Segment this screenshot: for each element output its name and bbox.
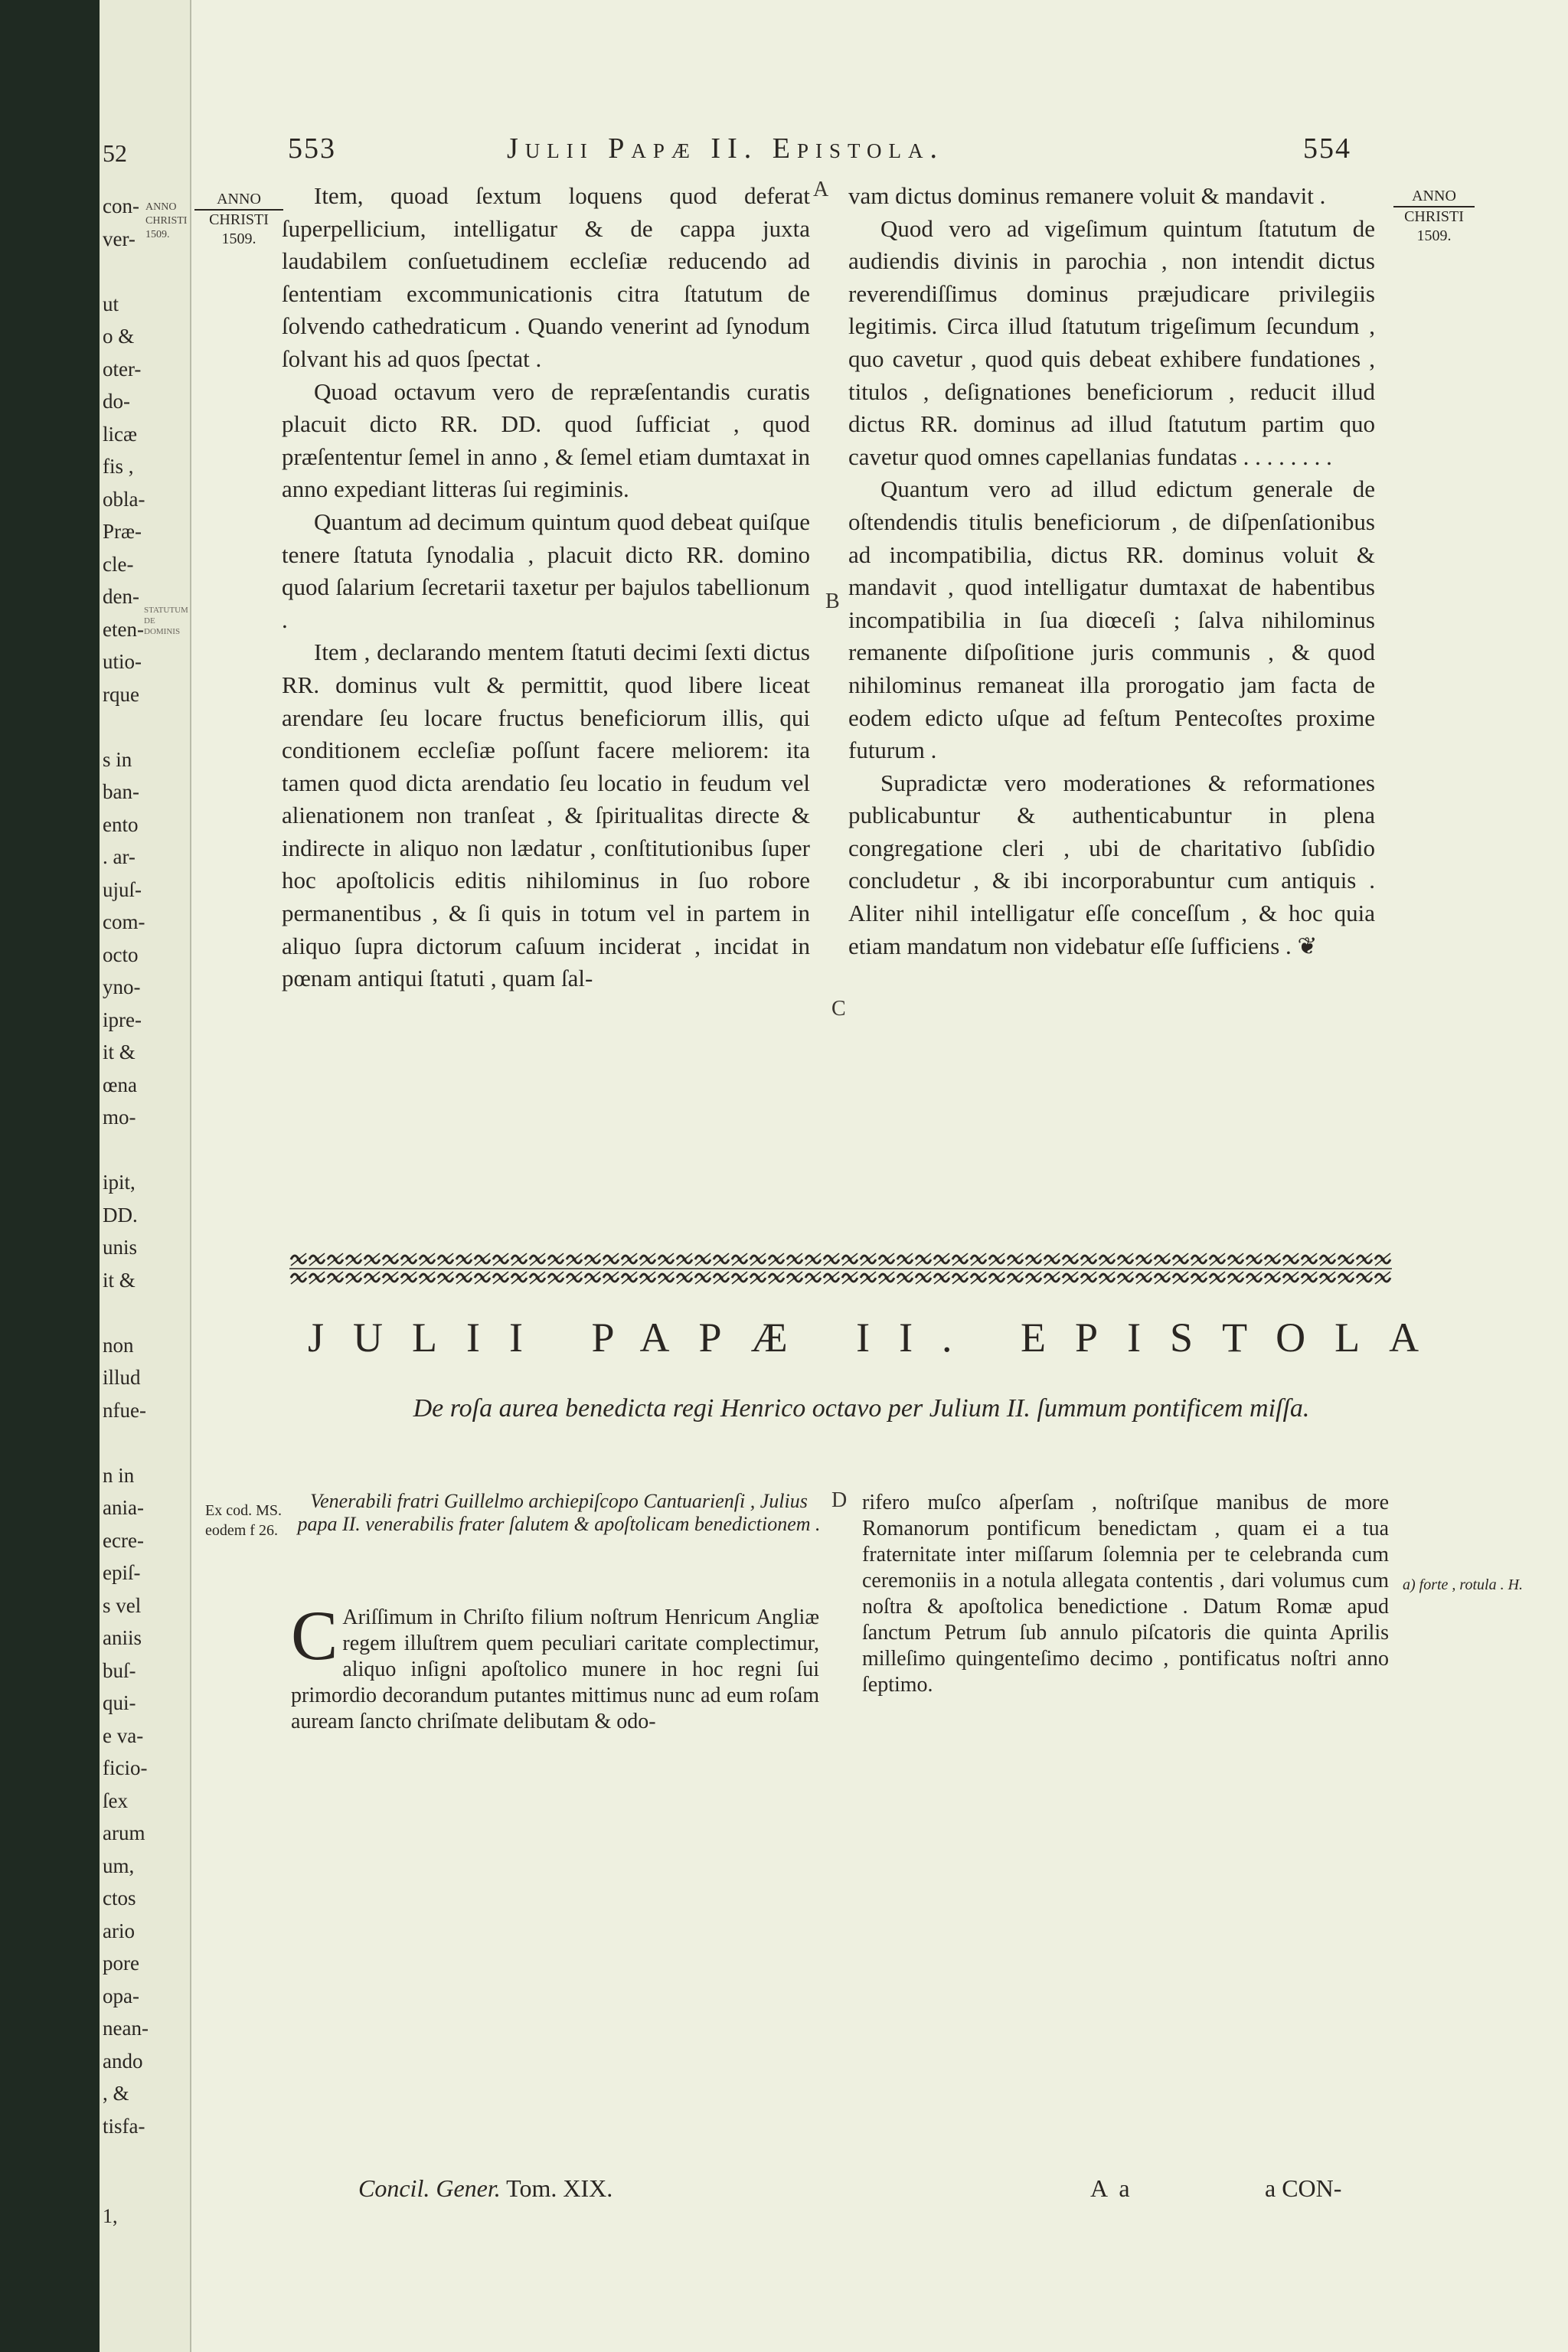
facing-page-line: ujuſ- [103,877,142,901]
facing-page-number: 52 [103,139,127,167]
facing-page-line [103,710,149,743]
letter-column-left [291,1596,819,1735]
marginal-footnote: a) forte , rotula . H. [1403,1576,1524,1593]
facing-page-line: um, [103,1854,135,1877]
facing-page-line: octo [103,942,139,966]
paragraph: Quod vero ad vigeſimum quintum ſtatutum de audiendis divinis in parochia , non intendit dictus reverendiſſimus dominus præjudicare privilegiis legitimis. Circa illud ſtatutum trigeſimum ſecundum , quo cavetur , quod quis debeat exhibere fundationes , titulos , deſignationes beneficiorum , reducit illud dictus RR. dominus ad illud ſtatutum partim quo cavetur quod omnes capellanias fundatas . . . . . . . . [848,214,1375,470]
facing-page-line [103,1426,149,1459]
facing-page-line [103,1296,149,1329]
facing-page-line: cle- [103,552,134,576]
running-title: Julii Papæ II. Epistola. [507,132,944,165]
facing-page-line: yno- [103,975,141,998]
facing-page-line: tisfa- [103,2114,145,2138]
facing-page-line: unis [103,1236,138,1259]
paragraph: vam dictus dominus remanere voluit & mandavit . [848,182,1326,209]
facing-page-line: illud [103,1366,141,1389]
margin-letter-d: D [831,1488,848,1512]
facing-page-line: epiſ- [103,1561,141,1584]
footer-series [358,2174,612,2203]
letter-column-right [862,1490,1389,1698]
facing-page-line: non [103,1333,134,1357]
facing-page-line [103,255,149,288]
facing-page-line: s vel [103,1593,142,1617]
source-note-line: eodem f 26. [205,1522,278,1539]
facing-page-line: ania- [103,1496,144,1519]
signature-mark: A a [1090,2174,1133,2202]
page-number-left: 553 [288,132,336,165]
source-note [205,1501,282,1540]
facing-page-bottom-fragment: 1, [103,2205,118,2227]
facing-page-line: oter- [103,357,142,381]
ornamental-band [289,1250,1392,1287]
facing-page-line: . ar- [103,845,136,868]
anno-label: ANNO [194,190,283,211]
facing-page-lines [103,190,149,2142]
facing-page-line: it & [103,1040,136,1063]
facing-page-line: den- [103,585,139,608]
facing-page-line: n in [103,1463,135,1487]
drop-cap: C [291,1596,338,1674]
facing-page-line: com- [103,910,145,933]
paragraph: Quantum ad decimum quintum quod debeat quiſque tenere ſtatuta ſynodalia , placuit dicto RR. domino quod ſalarium ſecretarii taxetur per bajulos tabellionum . [282,508,810,633]
facing-page-line: œna [103,1073,137,1096]
facing-page-line: it & [103,1268,136,1292]
facing-page-line: , & [103,2082,129,2105]
facing-page-line: ipre- [103,1008,142,1031]
christi-label: CHRISTI [209,211,269,228]
facing-page-line: obla- [103,487,145,511]
facing-page-line: nean- [103,2017,149,2040]
text-column-left [282,180,810,995]
anno-christi-right [1393,187,1475,246]
facing-page-line: ipit, [103,1171,136,1194]
facing-page-line: ut [103,292,119,315]
facing-page-line [103,1134,149,1167]
facing-page-line: e va- [103,1723,144,1747]
facing-page-line: rque [103,682,139,706]
facing-page-anno: ANNO CHRISTI 1509. [145,201,188,240]
facing-page-line: ban- [103,780,139,803]
facing-page-line: fis , [103,455,134,478]
facing-page-sliver [100,0,191,2352]
facing-page-line: ario [103,1919,135,1942]
facing-page-line: utio- [103,650,142,673]
anno-christi-left [194,190,283,249]
facing-page-line: o & [103,325,135,348]
facing-page-line: ando [103,2049,143,2073]
facing-page-line: nfue- [103,1398,146,1422]
footer-series-title: Concil. Gener. [358,2174,501,2202]
margin-letter-b: B [825,590,840,613]
letter-subtitle: De roſa aurea benedicta regi Henrico octavo per Julium II. ſummum pontificem miſſa. [413,1394,1310,1423]
paragraph: Quoad octavum vero de repræſentandis curatis placuit dicto RR. DD. quod ſufficiat , quod præſententur ſemel in anno , & ſemel etiam dumtaxat in anno expediant litteras ſui regiminis. [282,377,810,503]
facing-page-line: buſ- [103,1658,136,1682]
facing-page-line: pore [103,1952,139,1975]
facing-page-line: licæ [103,422,137,446]
facing-page-line: s in [103,747,132,771]
facing-page-line: arum [103,1821,145,1844]
facing-page-line: eten- [103,617,144,641]
facing-page-line: ficio- [103,1756,148,1779]
facing-page-line: ctos [103,1886,136,1909]
book-page [100,0,1568,2352]
margin-letter-c: C [831,997,846,1021]
paragraph: Item , declarando mentem ſtatuti decimi ſexti dictus RR. dominus vult & permittit, quod libere liceat arendare ſeu locare fructus beneficiorum illis, qui conditionem eccleſiæ poſſunt facere meliorem: ita tamen quod dicta arendatio ſeu locatio in feudum vel alienationem non tranſeat , & ſpiritualitas directe & indirecte in aliquo non lædatur , conſtitutionibus ſuper hoc apoſtolicis editis nihilominus in ſuo robore permanentibus , & ſi quis in totum vel in partem in aliquo ſupra dictorum caſuum inciderat , incidat in pœnam antiqui ſtatuti , quam ſal- [282,639,810,992]
anno-label: ANNO [1393,187,1475,207]
source-note-line: Ex cod. MS. [205,1502,282,1519]
text-column-right [848,180,1375,962]
year-label: 1509. [221,230,256,247]
letter-body-text: Ariſſimum in Chriſto filium noſtrum Henricum Angliæ regem illuſtrem quem peculiari caritate complectimur, aliquo inſigni apoſtolico munere in hoc regni ſui primordio decorandum putantes mittimus nunc ad eum roſam auream ſancto chriſmate delibutam & odo- [291,1606,819,1733]
christi-label: CHRISTI [1404,208,1464,225]
facing-page-line: mo- [103,1106,136,1129]
facing-page-margin-note: STATUTUM DE DOMINIS [144,606,188,636]
margin-letter-a: A [813,178,829,201]
footer-tome: Tom. XIX. [506,2174,613,2202]
letter-address: Venerabili fratri Guillelmo archiepiſcopo Cantuarienſi , Julius papa II. venerabilis frater ſalutem & apoſtolicam benedictionem . [297,1490,821,1535]
facing-page-line: DD. [103,1203,138,1227]
facing-page-line: ecre- [103,1528,144,1552]
facing-page-line: aniis [103,1626,142,1649]
paragraph: Supradictæ vero moderationes & reformationes publicabuntur & authenticabuntur in plena congregatione cleri , ubi de charitativo ſubſidio concludetur , & ibi incorporabuntur cum antiquis . Aliter nihil intelligatur eſſe conceſſum , & hoc quia etiam mandatum non videbatur eſſe ſufficiens . ❦ [848,769,1375,959]
facing-page-line: ſex [103,1788,128,1812]
facing-page-line: ver- [103,227,136,250]
facing-page-line: qui- [103,1691,136,1714]
facing-page-line: do- [103,390,130,413]
facing-page-line: Præ- [103,520,142,543]
facing-page-line: con- [103,194,139,217]
facing-page-line: ento [103,812,139,836]
catchword: a CON- [1265,2174,1342,2202]
year-label: 1509. [1416,227,1452,244]
letter-body-text: rifero muſco aſperſam , noſtriſque manibus de more Romanorum pontificum benedictam , quam ei a tua fraternitate inter miſſarum ſolemnia per te celebranda cum ceremoniis in a notula allegata contentis , dari volumus cum noſtra & apoſtolica benedictione . Datum Romæ apud ſanctum Petrum ſub annulo piſcatoris die quinta Aprilis milleſimo quingenteſimo decimo , pontificatus noſtri anno ſeptimo. [862,1491,1389,1697]
facing-page-line: opa- [103,1984,139,2007]
letter-title: JULII PAPÆ II. EPISTOLA [308,1315,1449,1361]
letter-body [291,1596,819,1735]
paragraph: Quantum vero ad illud edictum generale de oſtendendis titulis beneficiorum , de diſpenſationibus ad incompatibilia, dictus RR. dominus voluit & mandavit , quod intelligatur dumtaxat de habentibus incompatibilia in ſua diœceſi ; ſalva nihilominus remanente diſpoſitione juris communis , & quod nihilominus remaneat illa prorogatio jam facta de eodem edicto uſque ad feſtum Pentecoſtes proxime futurum . [848,475,1375,764]
paragraph: Item, quoad ſextum loquens quod deferat ſuperpellicium, intelligatur & de cappa juxta laudabilem conſuetudinem eccleſiæ reducendo ad ſententiam excommunicationis citra ſtatutum de ſolvendo cathedraticum . Quando venerint ad ſynodum ſolvant his ad quos ſpectat . [282,182,810,372]
page-number-right: 554 [1303,132,1351,165]
